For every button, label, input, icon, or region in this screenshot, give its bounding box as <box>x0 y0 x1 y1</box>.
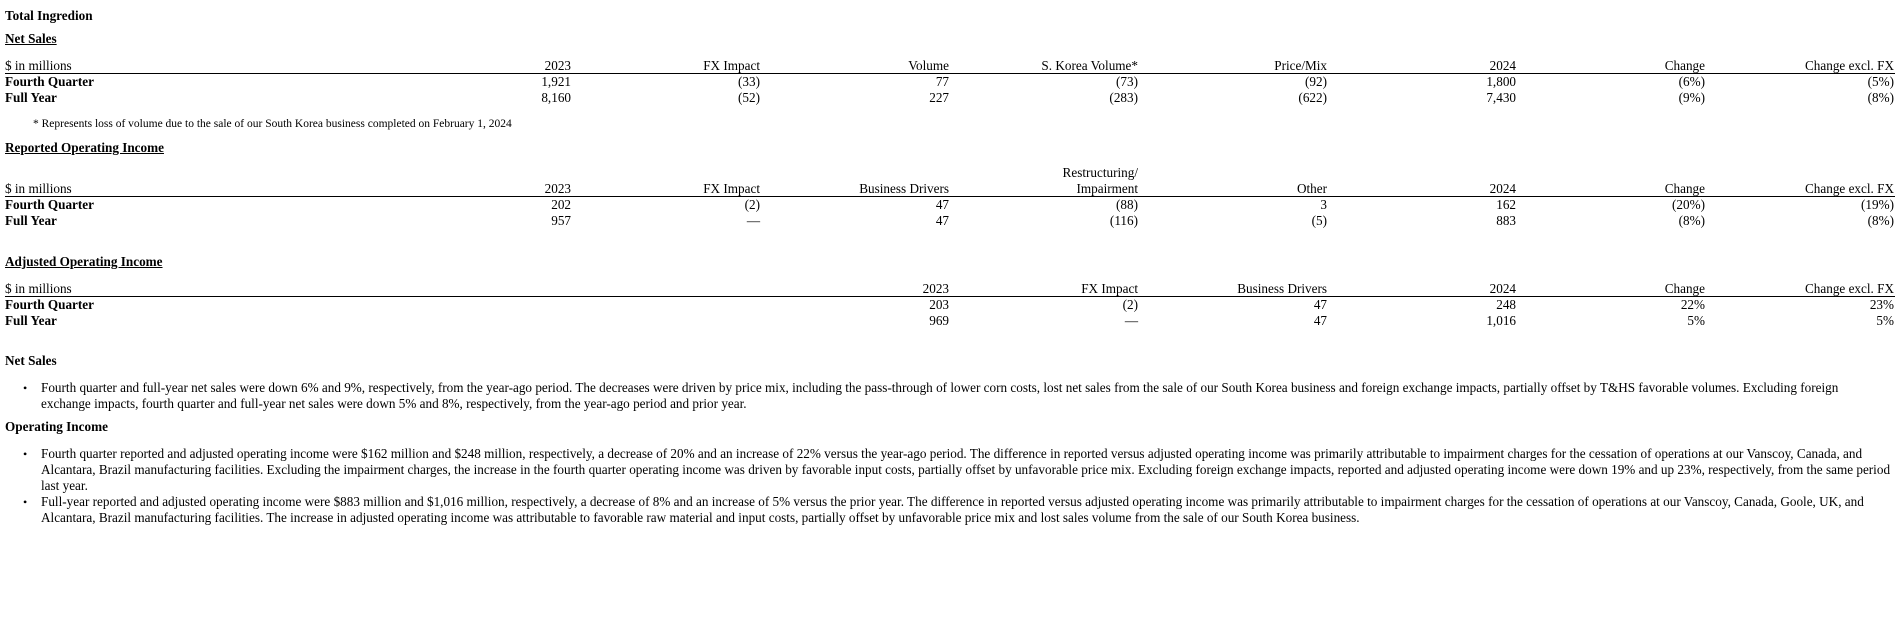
cell: 202 <box>551 197 571 212</box>
cell: 23% <box>1869 297 1894 312</box>
net-sales-narrative-heading: Net Sales <box>5 353 57 368</box>
cell: 5% <box>1876 313 1894 328</box>
row-label: Full Year <box>5 90 57 105</box>
cell: (622) <box>1298 90 1327 105</box>
row-label: Full Year <box>5 313 57 328</box>
bullet-icon: • <box>23 381 28 395</box>
cell: 957 <box>551 213 571 228</box>
cell: 248 <box>1496 297 1516 312</box>
col-change: Change <box>1664 181 1705 196</box>
col-korea-volume: S. Korea Volume* <box>1041 58 1138 73</box>
col-fx-impact: FX Impact <box>703 58 760 73</box>
cell: 22% <box>1680 297 1705 312</box>
cell: (73) <box>1116 74 1138 89</box>
cell: 8,160 <box>541 90 571 105</box>
cell: 969 <box>929 313 949 328</box>
cell: (8%) <box>1867 213 1894 228</box>
row-label: Fourth Quarter <box>5 297 94 312</box>
col-fx-impact: FX Impact <box>1081 281 1138 296</box>
col-2023: 2023 <box>922 281 949 296</box>
col-change-excl-fx: Change excl. FX <box>1805 58 1894 73</box>
cell: (283) <box>1109 90 1138 105</box>
net-sales-table-heading: Net Sales <box>5 31 57 46</box>
cell: (52) <box>738 90 760 105</box>
cell: 3 <box>1320 197 1327 212</box>
col-2023: 2023 <box>544 58 571 73</box>
operating-income-bullet: Full-year reported and adjusted operating income were $883 million and $1,016 million, respectively, a decrease of 8% and an increase of 5% versus the prior year. The difference in reported versus adjusted operating income was primarily attributable to impairment charges for the cessation of operations at our Vanscoy, Canada, Goole, UK, and Alcantara, Brazil manufacturing facilities. The increase in adjusted operating income was attributable to favorable raw material and input costs, partially offset by unfavorable price mix and lost sales volume from the sale of our South Korea business. <box>41 494 1864 525</box>
cell: 47 <box>1313 297 1327 312</box>
bullet-icon: • <box>23 447 28 461</box>
row-label: Full Year <box>5 213 57 228</box>
reported-oi-table-heading: Reported Operating Income <box>5 140 164 155</box>
col-2024: 2024 <box>1489 281 1516 296</box>
col-price-mix: Price/Mix <box>1274 58 1327 73</box>
col-change-excl-fx: Change excl. FX <box>1805 281 1894 296</box>
cell: (88) <box>1116 197 1138 212</box>
header-rule <box>5 296 1895 297</box>
col-change: Change <box>1664 58 1705 73</box>
col-change: Change <box>1664 281 1705 296</box>
units-label: $ in millions <box>5 281 72 296</box>
col-2023: 2023 <box>544 181 571 196</box>
cell: 47 <box>935 213 949 228</box>
net-sales-bullet: Fourth quarter and full-year net sales were down 6% and 9%, respectively, from the year-ago period. The decreases were driven by price mix, including the pass-through of lower corn costs, lost net sales from the sale of our South Korea business and foreign exchange impacts, partially offset by T&HS favorable volumes. Excluding foreign exchange impacts, fourth quarter and full-year net sales were down 5% and 8%, respectively, from the year-ago period and prior year. <box>41 380 1839 411</box>
col-2024: 2024 <box>1489 181 1516 196</box>
cell: 227 <box>929 90 949 105</box>
col-restructuring: Restructuring/ <box>1062 165 1138 180</box>
col-2024: 2024 <box>1489 58 1516 73</box>
cell: 1,016 <box>1486 313 1516 328</box>
cell: 162 <box>1496 197 1516 212</box>
cell: (20%) <box>1672 197 1705 212</box>
row-label: Fourth Quarter <box>5 74 94 89</box>
cell: (5%) <box>1867 74 1894 89</box>
cell: 47 <box>935 197 949 212</box>
page-title: Total Ingredion <box>5 8 93 23</box>
cell: (19%) <box>1861 197 1894 212</box>
cell: (8%) <box>1678 213 1705 228</box>
col-volume: Volume <box>908 58 949 73</box>
col-change-excl-fx: Change excl. FX <box>1805 181 1894 196</box>
cell: (8%) <box>1867 90 1894 105</box>
cell: — <box>1124 313 1138 328</box>
bullet-icon: • <box>23 495 28 509</box>
header-rule <box>5 196 1895 197</box>
operating-income-bullet: Fourth quarter reported and adjusted operating income were $162 million and $248 million, respectively, a decrease of 20% and an increase of 22% versus the year-ago period. The difference in reported versus adjusted operating income was primarily attributable to impairment charges for the cessation of operations at our Vanscoy, Canada, and Alcantara, Brazil manufacturing facilities. Excluding the impairment charges, the increase in the fourth quarter operating income was driven by favorable input costs, partially offset by unfavorable price mix. Excluding foreign exchange impacts, reported and adjusted operating income were down 19% and up 23%, respectively, from the same period last year. <box>41 446 1891 493</box>
cell: (2) <box>744 197 760 212</box>
cell: 1,921 <box>541 74 571 89</box>
header-rule <box>5 73 1895 74</box>
cell: 1,800 <box>1486 74 1516 89</box>
footnote: * Represents loss of volume due to the sale of our South Korea business completed on February 1, 2024 <box>33 118 512 130</box>
cell: 77 <box>935 74 949 89</box>
col-business-drivers: Business Drivers <box>1237 281 1327 296</box>
col-impairment: Impairment <box>1076 181 1138 196</box>
operating-income-narrative-heading: Operating Income <box>5 419 108 434</box>
units-label: $ in millions <box>5 58 72 73</box>
cell: (2) <box>1122 297 1138 312</box>
cell: 203 <box>929 297 949 312</box>
cell: 883 <box>1496 213 1516 228</box>
cell: 47 <box>1313 313 1327 328</box>
cell: (9%) <box>1678 90 1705 105</box>
cell: (92) <box>1305 74 1327 89</box>
cell: (6%) <box>1678 74 1705 89</box>
units-label: $ in millions <box>5 181 72 196</box>
adjusted-oi-table-heading: Adjusted Operating Income <box>5 254 163 269</box>
cell: (5) <box>1311 213 1327 228</box>
cell: (116) <box>1109 213 1138 228</box>
cell: 5% <box>1687 313 1705 328</box>
col-other: Other <box>1296 181 1327 196</box>
cell: 7,430 <box>1486 90 1516 105</box>
row-label: Fourth Quarter <box>5 197 94 212</box>
cell: (33) <box>738 74 760 89</box>
cell: — <box>746 213 760 228</box>
col-business-drivers: Business Drivers <box>859 181 949 196</box>
col-fx-impact: FX Impact <box>703 181 760 196</box>
